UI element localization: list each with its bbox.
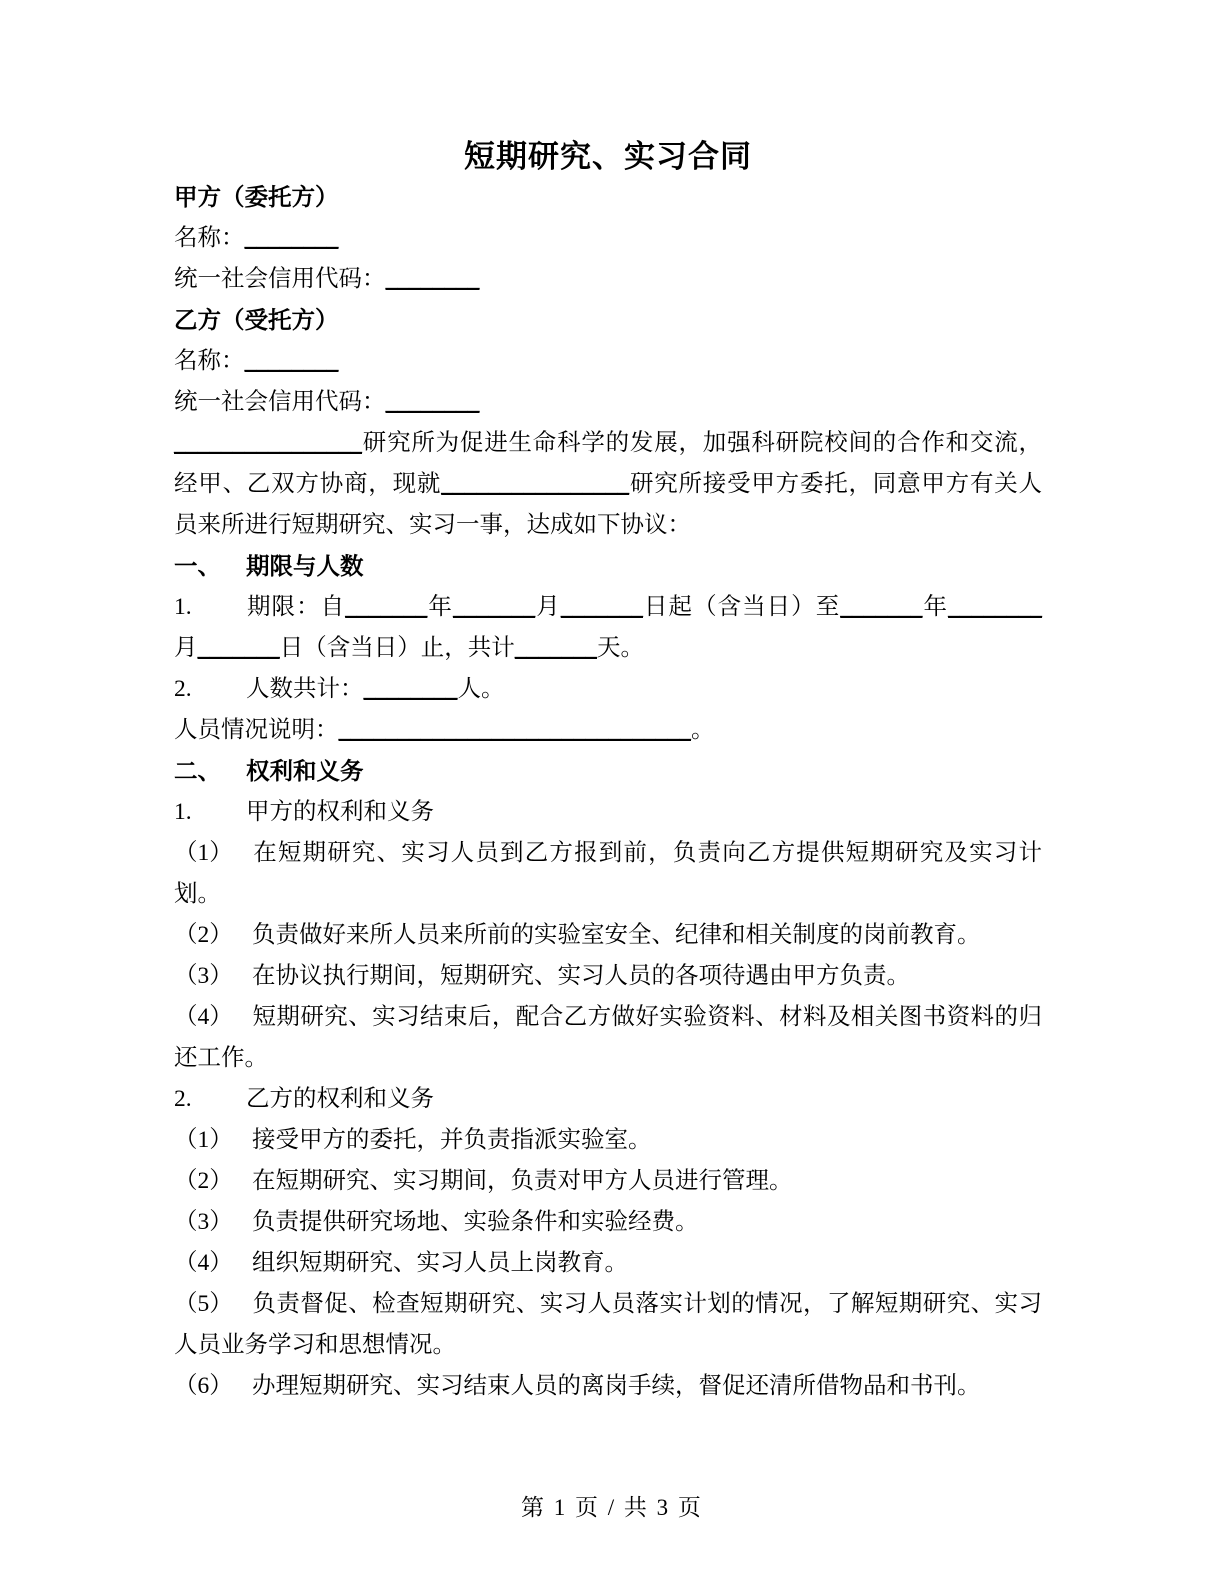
party-a-duties-number: 1.	[174, 798, 192, 825]
party-b-duty-2-label: （2）	[174, 1167, 233, 1194]
term-text-tail: 日（含当日）止，共计	[279, 634, 515, 661]
term-year-label-2: 年	[922, 593, 949, 620]
party-a-duty-3-label: （3）	[174, 962, 233, 989]
party-b-duty-1-label: （1）	[174, 1126, 233, 1153]
party-a-heading: 甲方（委托方）	[174, 183, 339, 210]
headcount-blank[interactable]: ________	[363, 675, 458, 702]
list-item	[174, 956, 1042, 997]
term-start-month-blank[interactable]: _______	[452, 593, 536, 620]
term-text-mid: 日起（含当日）至	[643, 593, 841, 620]
section-1-item-1	[174, 587, 1042, 669]
term-end-month-blank[interactable]: ________	[948, 593, 1043, 620]
personnel-note-end: 。	[691, 716, 715, 743]
section-1-title: 期限与人数	[246, 552, 364, 579]
term-total-days-blank[interactable]: _______	[514, 634, 597, 661]
party-b-duty-1-text: 接受甲方的委托，并负责指派实验室。	[252, 1126, 652, 1153]
preamble-text-1: 研究所为促进生命科学的发展，加强科研院校间的合作和交流，经甲、乙双方协商，现就	[174, 429, 1042, 497]
party-b-credit-blank[interactable]: ________	[385, 388, 480, 415]
party-a-duty-2-label: （2）	[174, 921, 233, 948]
list-item	[174, 1161, 1042, 1202]
term-start-day-blank[interactable]: _______	[560, 593, 643, 620]
party-a-name-blank[interactable]: ________	[244, 224, 339, 251]
term-text-a: 期限：自	[246, 593, 346, 620]
party-b-duty-5-text: 负责督促、检查短期研究、实习人员落实计划的情况，了解短期研究、实习人员业务学习和思想情况。	[174, 1290, 1042, 1358]
party-b-duty-6-label: （6）	[174, 1372, 233, 1399]
party-b-duty-6-text: 办理短期研究、实习结束人员的离岗手续，督促还清所借物品和书刊。	[252, 1372, 981, 1399]
section-2-title: 权利和义务	[246, 757, 364, 784]
preamble-blank-1[interactable]: ________________	[174, 429, 362, 456]
party-b-heading: 乙方（受托方）	[174, 306, 339, 333]
term-days-label: 天。	[597, 634, 644, 661]
party-b-duties-title: 乙方的权利和义务	[246, 1085, 434, 1112]
section-heading-2	[174, 751, 1042, 792]
list-item	[174, 833, 1042, 915]
preamble-text-2: 研究所接受甲方委托，同意甲方有关人员来所进行短期研究、实习一事，达成如下协议：	[174, 470, 1043, 538]
party-b-duty-3-text: 负责提供研究场地、实验条件和实验经费。	[252, 1208, 699, 1235]
party-b-name-blank[interactable]: ________	[244, 347, 339, 374]
list-item	[174, 1243, 1042, 1284]
term-start-year-blank[interactable]: _______	[345, 593, 428, 620]
party-a-duties-heading	[174, 792, 1042, 833]
party-b-duty-3-label: （3）	[174, 1208, 233, 1235]
list-item	[174, 997, 1042, 1079]
party-b-duty-5-label: （5）	[174, 1290, 233, 1317]
term-end-day-blank[interactable]: _______	[197, 634, 280, 661]
party-a-duty-1-text: 在短期研究、实习人员到乙方报到前，负责向乙方提供短期研究及实习计划。	[174, 839, 1042, 907]
party-a-duty-1-label: （1）	[174, 839, 233, 866]
party-a-duty-4-text: 短期研究、实习结束后，配合乙方做好实验资料、材料及相关图书资料的归还工作。	[174, 1003, 1042, 1071]
page-footer: 第 1 页 / 共 3 页	[521, 1495, 703, 1520]
list-item	[174, 1202, 1042, 1243]
personnel-note-row	[174, 710, 1042, 751]
party-b-duty-2-text: 在短期研究、实习期间，负责对甲方人员进行管理。	[252, 1167, 793, 1194]
party-a-duty-4-label: （4）	[174, 1003, 233, 1030]
section-1-item-2-number: 2.	[174, 675, 192, 702]
preamble-blank-2[interactable]: ________________	[441, 470, 630, 497]
list-item	[174, 1284, 1042, 1366]
page-title: 短期研究、实习合同	[464, 139, 752, 174]
party-b-credit-row	[174, 382, 1042, 423]
party-a-credit-blank[interactable]: ________	[385, 265, 480, 292]
preamble-paragraph	[174, 423, 1042, 546]
party-a-duty-2-text: 负责做好来所人员来所前的实验室安全、纪律和相关制度的岗前教育。	[252, 921, 981, 948]
party-a-credit-row	[174, 259, 1042, 300]
party-a-duties-title: 甲方的权利和义务	[246, 798, 434, 825]
section-2-number: 二、	[174, 757, 221, 784]
term-month-label-1: 月	[535, 593, 561, 620]
party-a-credit-label: 统一社会信用代码：	[174, 265, 386, 292]
party-a-name-label: 名称：	[174, 224, 245, 251]
term-month-label-2: 月	[174, 634, 198, 661]
personnel-note-label: 人员情况说明：	[174, 716, 339, 743]
section-1-number: 一、	[174, 552, 221, 579]
party-b-name-row	[174, 341, 1042, 382]
term-year-label-1: 年	[427, 593, 453, 620]
party-b-credit-label: 统一社会信用代码：	[174, 388, 386, 415]
list-item	[174, 915, 1042, 956]
section-1-item-2	[174, 669, 1042, 710]
section-1-item-1-number: 1.	[174, 593, 192, 620]
party-b-duties-number: 2.	[174, 1085, 192, 1112]
party-b-duty-4-text: 组织短期研究、实习人员上岗教育。	[252, 1249, 628, 1276]
party-b-duty-4-label: （4）	[174, 1249, 233, 1276]
party-a-duty-3-text: 在协议执行期间，短期研究、实习人员的各项待遇由甲方负责。	[252, 962, 910, 989]
party-a-name-row	[174, 218, 1042, 259]
headcount-unit: 人。	[457, 675, 505, 702]
list-item	[174, 1120, 1042, 1161]
party-b-name-label: 名称：	[174, 347, 245, 374]
headcount-label: 人数共计：	[246, 675, 364, 702]
term-end-year-blank[interactable]: _______	[840, 593, 923, 620]
document-body	[174, 0, 1042, 1407]
personnel-note-blank[interactable]: ______________________________	[338, 716, 691, 743]
section-heading-1	[174, 546, 1042, 587]
party-b-duties-heading	[174, 1079, 1042, 1120]
list-item	[174, 1366, 1042, 1407]
